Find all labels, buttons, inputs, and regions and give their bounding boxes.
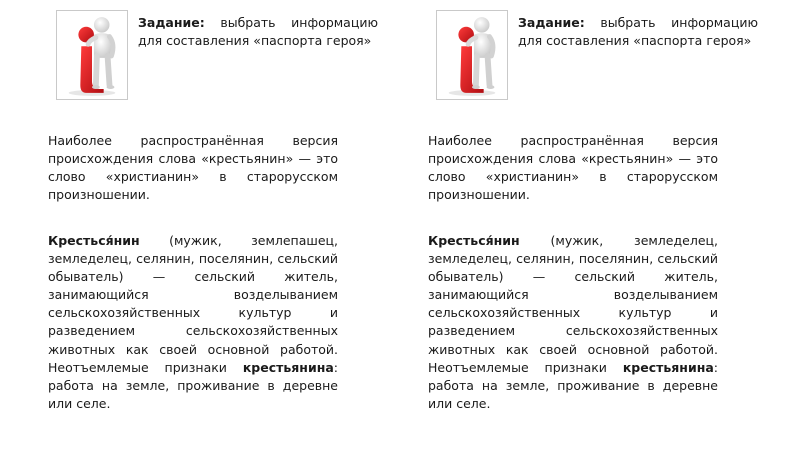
panel-left	[48, 0, 378, 450]
term-peasant: Кресться́нин	[48, 233, 140, 248]
task-label: Задание:	[138, 15, 205, 30]
panel-right	[428, 0, 758, 450]
info-figure-frame	[56, 10, 128, 100]
term-peasant-genitive: крестьянина	[622, 359, 714, 375]
task-text: выбрать информацию для составления «паспорта героя»	[138, 15, 378, 48]
term-peasant: Кресться́нин	[428, 233, 520, 248]
task-statement	[518, 14, 758, 50]
person-with-info-letter-icon	[437, 11, 507, 99]
task-text: выбрать информацию для составления «паспорта героя»	[518, 15, 758, 48]
peasant-definition-paragraph	[428, 232, 718, 413]
definition-part-2: : работа на земле, проживание в деревне или селе.	[428, 359, 718, 411]
definition-part-1: (мужик, земледелец, земледелец, селянин, поселянин, сельский обыватель) — сельский житель, занимающийся возделыванием сельскохозяйственных культур и разведением сельскохозяйственных животных как своей основной работой. Неотъемлемые признаки	[428, 233, 718, 375]
word-origin-paragraph: Наиболее распространённая версия происхождения слова «крестьянин» — это слово «христианин» в старорусском произношении.	[48, 133, 338, 203]
definition-part-2: : работа на земле, проживание в деревне или селе.	[48, 359, 338, 411]
definition-part-1: (мужик, землепашец, земледелец, селянин, поселянин, сельский обыватель) — сельский житель, занимающийся возделыванием сельскохозяйственных культур и разведением сельскохозяйственных животных как своей основной работой. Неотъемлемые признаки	[48, 233, 338, 375]
person-with-info-letter-icon	[57, 11, 127, 99]
task-statement	[138, 14, 378, 50]
peasant-definition-paragraph	[48, 232, 338, 413]
info-figure-frame	[436, 10, 508, 100]
word-origin-paragraph: Наиболее распространённая версия происхождения слова «крестьянин» — это слово «христианин» в старорусском произношении.	[428, 133, 718, 203]
term-peasant-genitive: крестьянина	[242, 359, 334, 375]
task-label: Задание:	[518, 15, 585, 30]
